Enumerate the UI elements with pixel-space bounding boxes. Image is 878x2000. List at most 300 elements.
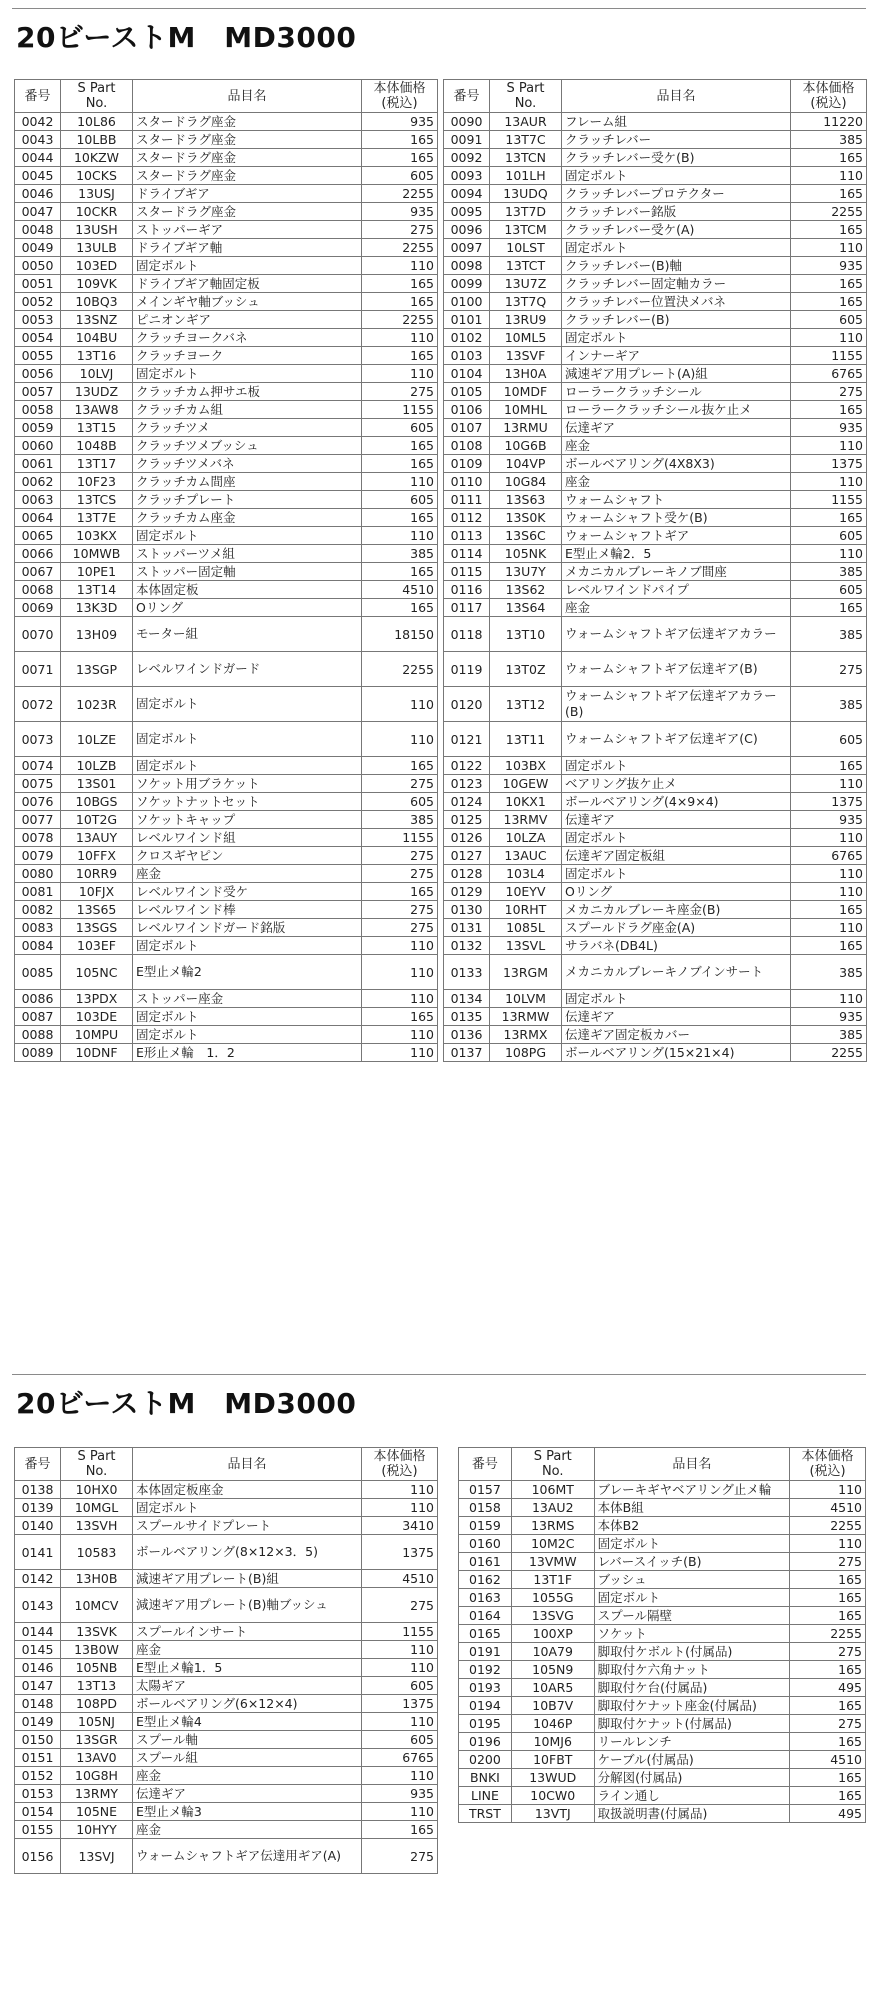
item-name: フレーム組 (562, 113, 791, 131)
part-number: 0079 (15, 847, 61, 865)
table-row (459, 1589, 866, 1607)
price: 605 (362, 491, 438, 509)
table-row (444, 757, 867, 775)
price: 6765 (791, 365, 867, 383)
part-number: 0076 (15, 793, 61, 811)
price: 110 (362, 527, 438, 545)
item-name: 太陽ギア (133, 1677, 362, 1695)
price: 275 (362, 775, 438, 793)
price: 165 (362, 1821, 438, 1839)
item-name: クラッチツメブッシュ (133, 437, 362, 455)
part-number: 0132 (444, 937, 490, 955)
part-number: 0141 (15, 1535, 61, 1570)
table-row (444, 563, 867, 581)
s-part-number: 13T7C (490, 131, 562, 149)
part-number: 0087 (15, 1008, 61, 1026)
price: 110 (362, 1641, 438, 1659)
part-number: 0134 (444, 990, 490, 1008)
price: 605 (791, 581, 867, 599)
table-row (444, 883, 867, 901)
table-row (444, 167, 867, 185)
item-name: 本体固定板座金 (133, 1481, 362, 1499)
header-row (459, 1448, 866, 1481)
table-row (15, 311, 438, 329)
part-number: 0118 (444, 617, 490, 652)
table-row (459, 1751, 866, 1769)
table-row (15, 1749, 438, 1767)
part-number: 0101 (444, 311, 490, 329)
col-header-spart (490, 80, 562, 113)
part-number: 0084 (15, 937, 61, 955)
price: 165 (791, 293, 867, 311)
table-row (15, 1008, 438, 1026)
s-part-number: 13H0A (490, 365, 562, 383)
part-number: 0068 (15, 581, 61, 599)
item-name: インナーギア (562, 347, 791, 365)
item-name: クラッチレバー固定軸カラー (562, 275, 791, 293)
col-header-price-line2: (税込) (381, 1464, 418, 1479)
price: 1155 (791, 347, 867, 365)
price: 275 (362, 919, 438, 937)
s-part-number: 13AV0 (61, 1749, 133, 1767)
part-number: 0139 (15, 1499, 61, 1517)
col-header-spart (61, 80, 133, 113)
s-part-number: 13SVL (490, 937, 562, 955)
part-number: 0063 (15, 491, 61, 509)
part-number: 0110 (444, 473, 490, 491)
s-part-number: 109VK (61, 275, 133, 293)
price: 110 (362, 329, 438, 347)
price: 605 (791, 722, 867, 757)
s-part-number: 13AU2 (511, 1499, 594, 1517)
table-row (444, 811, 867, 829)
col-header-price (790, 1448, 866, 1481)
part-number: 0149 (15, 1713, 61, 1731)
table-row (15, 491, 438, 509)
s-part-number: 13USH (61, 221, 133, 239)
price: 165 (791, 275, 867, 293)
table-row (15, 149, 438, 167)
item-name: ストッパー座金 (133, 990, 362, 1008)
table-row (15, 1677, 438, 1695)
item-name: ローラークラッチシール (562, 383, 791, 401)
price: 165 (791, 901, 867, 919)
price: 935 (362, 1785, 438, 1803)
price: 385 (791, 131, 867, 149)
price: 110 (362, 1803, 438, 1821)
table-row (459, 1553, 866, 1571)
part-number: 0200 (459, 1751, 512, 1769)
s-part-number: 13RMY (61, 1785, 133, 1803)
s-part-number: 13T1F (511, 1571, 594, 1589)
s-part-number: 13S01 (61, 775, 133, 793)
price: 275 (790, 1643, 866, 1661)
item-name: E型止メ輪2．5 (562, 545, 791, 563)
item-name: 座金 (562, 599, 791, 617)
s-part-number: 13RMU (490, 419, 562, 437)
part-number: 0062 (15, 473, 61, 491)
item-name: クラッチレバー位置決メバネ (562, 293, 791, 311)
table-row (15, 563, 438, 581)
s-part-number: 13T14 (61, 581, 133, 599)
s-part-number: 13UDQ (490, 185, 562, 203)
item-name: 座金 (133, 1821, 362, 1839)
item-name: スタードラグ座金 (133, 167, 362, 185)
part-number: 0116 (444, 581, 490, 599)
s-part-number: 10G84 (490, 473, 562, 491)
part-number: 0147 (15, 1677, 61, 1695)
header-row (15, 1448, 438, 1481)
table-row (15, 1623, 438, 1641)
s-part-number: 13H0B (61, 1570, 133, 1588)
table-row (15, 1481, 438, 1499)
part-number: 0120 (444, 687, 490, 722)
price: 275 (790, 1553, 866, 1571)
price: 1375 (362, 1695, 438, 1713)
parts-table-right (443, 79, 867, 1062)
item-name: E型止メ輪2 (133, 955, 362, 990)
price: 165 (362, 563, 438, 581)
part-number: 0114 (444, 545, 490, 563)
part-number: 0157 (459, 1481, 512, 1499)
col-header-name: 品目名 (562, 80, 791, 113)
price: 165 (362, 599, 438, 617)
item-name: ストッパーギア (133, 221, 362, 239)
table-row (15, 545, 438, 563)
table-row (15, 1535, 438, 1570)
item-name: レバースイッチ(B) (594, 1553, 789, 1571)
table-row (15, 1713, 438, 1731)
part-number: 0160 (459, 1535, 512, 1553)
s-part-number: 13SVH (61, 1517, 133, 1535)
s-part-number: 10MCV (61, 1588, 133, 1623)
part-number: 0128 (444, 865, 490, 883)
price: 165 (362, 455, 438, 473)
s-part-number: 13S6C (490, 527, 562, 545)
item-name: クラッチレバー銘版 (562, 203, 791, 221)
part-number: 0091 (444, 131, 490, 149)
col-header-spart (61, 1448, 133, 1481)
table-row (444, 491, 867, 509)
s-part-number: 13AUC (490, 847, 562, 865)
s-part-number: 13USJ (61, 185, 133, 203)
s-part-number: 10ML5 (490, 329, 562, 347)
item-name: E型止メ輪3 (133, 1803, 362, 1821)
item-name: 固定ボルト (133, 365, 362, 383)
item-name: E型止メ輪1．5 (133, 1659, 362, 1677)
table-row (444, 581, 867, 599)
price: 110 (362, 1713, 438, 1731)
part-number: 0085 (15, 955, 61, 990)
price: 275 (362, 1588, 438, 1623)
part-number: 0131 (444, 919, 490, 937)
table-row (15, 865, 438, 883)
price: 165 (362, 149, 438, 167)
part-number: 0151 (15, 1749, 61, 1767)
table-row (459, 1697, 866, 1715)
item-name: Oリング (562, 883, 791, 901)
part-number: 0129 (444, 883, 490, 901)
table-row (15, 437, 438, 455)
s-part-number: 103KX (61, 527, 133, 545)
price: 110 (362, 257, 438, 275)
table-row (15, 1517, 438, 1535)
price: 2255 (362, 239, 438, 257)
table-row (444, 131, 867, 149)
item-name: サラバネ(DB4L) (562, 937, 791, 955)
item-name: 固定ボルト (594, 1589, 789, 1607)
table-row (15, 757, 438, 775)
price: 1155 (791, 491, 867, 509)
s-part-number: 1046P (511, 1715, 594, 1733)
s-part-number: 10B7V (511, 1697, 594, 1715)
s-part-number: 10MWB (61, 545, 133, 563)
price: 110 (791, 545, 867, 563)
price: 385 (791, 687, 867, 722)
item-name: E形止メ輪 1．2 (133, 1044, 362, 1062)
s-part-number: 13RMV (490, 811, 562, 829)
s-part-number: 10LZB (61, 757, 133, 775)
part-number: 0145 (15, 1641, 61, 1659)
price: 165 (362, 757, 438, 775)
item-name: 固定ボルト (562, 757, 791, 775)
table-row (15, 203, 438, 221)
part-number: 0104 (444, 365, 490, 383)
item-name: スタードラグ座金 (133, 131, 362, 149)
price: 165 (791, 757, 867, 775)
table-row (459, 1607, 866, 1625)
item-name: 固定ボルト (562, 865, 791, 883)
price: 165 (790, 1787, 866, 1805)
price: 605 (362, 419, 438, 437)
s-part-number: 10G6B (490, 437, 562, 455)
s-part-number: 10BQ3 (61, 293, 133, 311)
part-number: 0146 (15, 1659, 61, 1677)
table-row (15, 1695, 438, 1713)
table-row (459, 1733, 866, 1751)
item-name: 取扱説明書(付属品) (594, 1805, 789, 1823)
item-name: ウォームシャフトギア伝達ギアカラー (562, 617, 791, 652)
table-row (459, 1571, 866, 1589)
part-number: 0150 (15, 1731, 61, 1749)
item-name: レベルワインド組 (133, 829, 362, 847)
s-part-number: 13SNZ (61, 311, 133, 329)
table-row (459, 1643, 866, 1661)
item-name: 固定ボルト (133, 757, 362, 775)
s-part-number: 10LZA (490, 829, 562, 847)
s-part-number: 1023R (61, 687, 133, 722)
s-part-number: 10MDF (490, 383, 562, 401)
s-part-number: 103DE (61, 1008, 133, 1026)
part-number: 0121 (444, 722, 490, 757)
s-part-number: 13TCM (490, 221, 562, 239)
s-part-number: 13SVK (61, 1623, 133, 1641)
part-number: 0081 (15, 883, 61, 901)
col-header-spart (511, 1448, 594, 1481)
price: 165 (362, 437, 438, 455)
s-part-number: 106MT (511, 1481, 594, 1499)
price: 935 (362, 113, 438, 131)
price: 4510 (790, 1499, 866, 1517)
price: 165 (790, 1571, 866, 1589)
col-header-price-line1: 本体価格 (373, 1449, 426, 1464)
price: 385 (362, 811, 438, 829)
s-part-number: 13S65 (61, 901, 133, 919)
item-name: ボールベアリング(8×12×3．5) (133, 1535, 362, 1570)
table-row (15, 722, 438, 757)
item-name: スプールサイドプレート (133, 1517, 362, 1535)
price: 605 (362, 793, 438, 811)
part-number: 0158 (459, 1499, 512, 1517)
item-name: 伝達ギア (562, 419, 791, 437)
part-number: 0049 (15, 239, 61, 257)
item-name: 脚取付ケナット(付属品) (594, 1715, 789, 1733)
price: 495 (790, 1805, 866, 1823)
part-number: 0137 (444, 1044, 490, 1062)
price: 2255 (362, 311, 438, 329)
part-number: 0070 (15, 617, 61, 652)
col-header-price (791, 80, 867, 113)
item-name: ソケットキャップ (133, 811, 362, 829)
item-name: ライン通し (594, 1787, 789, 1805)
item-name: メカニカルブレーキノブインサート (562, 955, 791, 990)
s-part-number: 13SVG (511, 1607, 594, 1625)
table-row (444, 775, 867, 793)
s-part-number: 13H09 (61, 617, 133, 652)
price: 1375 (791, 793, 867, 811)
table-row (15, 847, 438, 865)
s-part-number: 10LVJ (61, 365, 133, 383)
table-row (444, 347, 867, 365)
s-part-number: 108PD (61, 1695, 133, 1713)
item-name: ケーブル(付属品) (594, 1751, 789, 1769)
price: 110 (362, 1767, 438, 1785)
table-row (459, 1805, 866, 1823)
s-part-number: 13T17 (61, 455, 133, 473)
part-number: 0078 (15, 829, 61, 847)
item-name: スプール軸 (133, 1731, 362, 1749)
price: 110 (790, 1535, 866, 1553)
parts-table-left (14, 1447, 438, 1874)
col-header-spart-line1: S Part (506, 81, 545, 96)
part-number: 0163 (459, 1589, 512, 1607)
item-name: クラッチカム間座 (133, 473, 362, 491)
table-row (444, 239, 867, 257)
item-name: クラッチレバー(B)軸 (562, 257, 791, 275)
part-number: 0067 (15, 563, 61, 581)
s-part-number: 13UDZ (61, 383, 133, 401)
part-number: 0069 (15, 599, 61, 617)
price: 275 (791, 652, 867, 687)
table-row (15, 1767, 438, 1785)
part-number: 0115 (444, 563, 490, 581)
s-part-number: 13T13 (61, 1677, 133, 1695)
price: 110 (791, 883, 867, 901)
table-row (444, 990, 867, 1008)
col-header-price (362, 1448, 438, 1481)
s-part-number: 13RU9 (490, 311, 562, 329)
section-divider (12, 1374, 866, 1375)
table-row (15, 937, 438, 955)
s-part-number: 13T12 (490, 687, 562, 722)
price: 2255 (791, 1044, 867, 1062)
price: 275 (362, 865, 438, 883)
item-name: E型止メ輪4 (133, 1713, 362, 1731)
table-row (15, 599, 438, 617)
col-header-name: 品目名 (133, 1448, 362, 1481)
col-header-spart-line2: No. (85, 96, 108, 111)
part-number: 0073 (15, 722, 61, 757)
part-number: 0095 (444, 203, 490, 221)
part-number: 0080 (15, 865, 61, 883)
s-part-number: 13SGS (61, 919, 133, 937)
table-row (15, 383, 438, 401)
s-part-number: 10AR5 (511, 1679, 594, 1697)
table-row (15, 401, 438, 419)
part-number: 0042 (15, 113, 61, 131)
s-part-number: 10MHL (490, 401, 562, 419)
part-number: 0112 (444, 509, 490, 527)
part-number: 0113 (444, 527, 490, 545)
s-part-number: 104VP (490, 455, 562, 473)
s-part-number: 10MPU (61, 1026, 133, 1044)
item-name: 固定ボルト (594, 1535, 789, 1553)
item-name: 固定ボルト (562, 990, 791, 1008)
table-row (15, 347, 438, 365)
s-part-number: 13U7Y (490, 563, 562, 581)
item-name: 座金 (562, 437, 791, 455)
price: 605 (791, 527, 867, 545)
s-part-number: 13S64 (490, 599, 562, 617)
item-name: ソケットナットセット (133, 793, 362, 811)
price: 110 (791, 167, 867, 185)
s-part-number: 10CW0 (511, 1787, 594, 1805)
table-row (444, 365, 867, 383)
price: 110 (791, 865, 867, 883)
part-number: 0066 (15, 545, 61, 563)
part-number: 0065 (15, 527, 61, 545)
table-row (15, 527, 438, 545)
price: 110 (362, 687, 438, 722)
item-name: クラッチレバープロテクター (562, 185, 791, 203)
item-name: 本体固定板 (133, 581, 362, 599)
s-part-number: 10LVM (490, 990, 562, 1008)
table-row (15, 1026, 438, 1044)
item-name: モーター組 (133, 617, 362, 652)
table-row (459, 1517, 866, 1535)
item-name: ピニオンギア (133, 311, 362, 329)
s-part-number: 10DNF (61, 1044, 133, 1062)
part-number: 0052 (15, 293, 61, 311)
s-part-number: 105NB (61, 1659, 133, 1677)
item-name: 脚取付ケ台(付属品) (594, 1679, 789, 1697)
price: 165 (790, 1589, 866, 1607)
price: 110 (791, 437, 867, 455)
part-number: 0102 (444, 329, 490, 347)
part-number: 0083 (15, 919, 61, 937)
price: 11220 (791, 113, 867, 131)
price: 165 (362, 509, 438, 527)
header-row (444, 80, 867, 113)
part-number: 0061 (15, 455, 61, 473)
price: 275 (790, 1715, 866, 1733)
part-number: 0047 (15, 203, 61, 221)
table-row (444, 793, 867, 811)
item-name: 伝達ギア固定板カバー (562, 1026, 791, 1044)
item-name: スプール隔壁 (594, 1607, 789, 1625)
part-number: 0111 (444, 491, 490, 509)
item-name: 減速ギア用プレート(A)組 (562, 365, 791, 383)
